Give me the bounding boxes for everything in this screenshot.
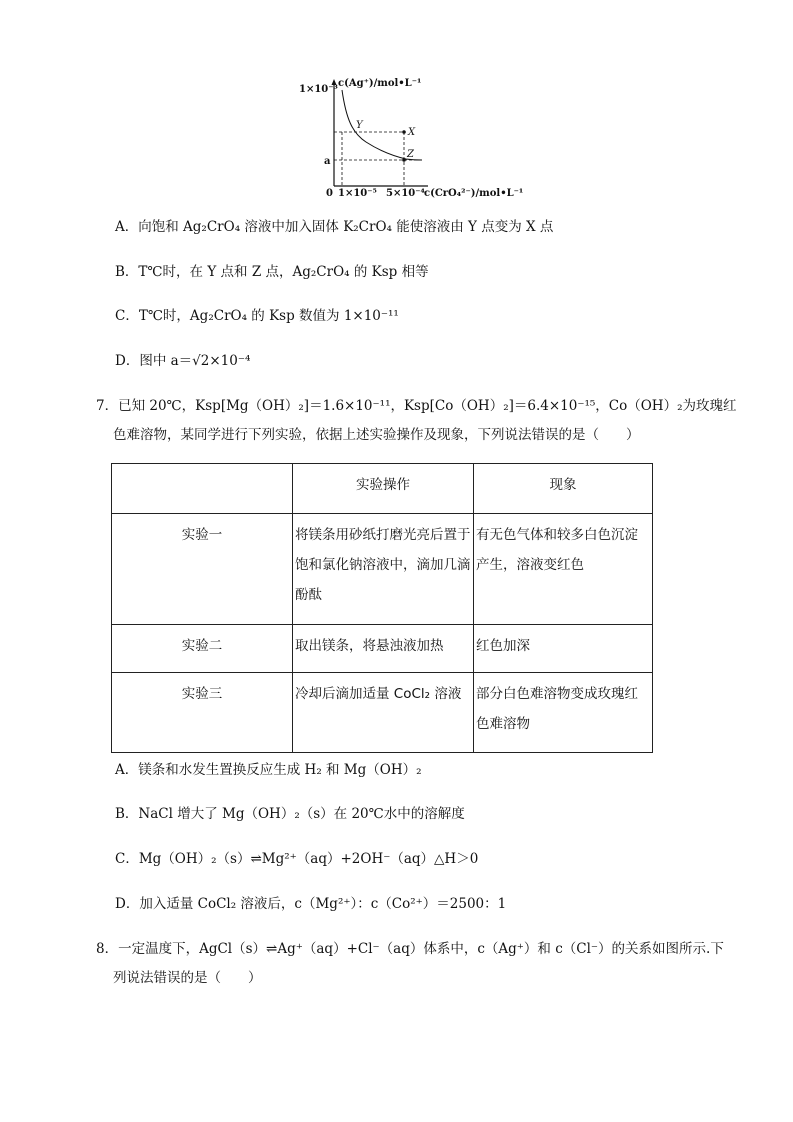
- q7-stem-line2: 色难溶物，某同学进行下列实验，依据上述实验操作及现象，下列说法错误的是（ ）: [113, 427, 640, 443]
- x2-label: 5×10⁻⁴: [386, 188, 425, 199]
- origin-label: 0: [326, 188, 333, 199]
- table-cell: 实验一: [112, 514, 293, 625]
- table-header-cell: [112, 464, 293, 514]
- table-cell: 实验三: [112, 673, 293, 753]
- table-row: [112, 673, 653, 753]
- y-top-label: 1×10⁻³: [299, 84, 338, 95]
- point-z-dot: [402, 158, 406, 162]
- q6-option-d: D．图中 a＝√2×10⁻⁴: [115, 353, 251, 369]
- table-row: [112, 514, 653, 625]
- table-cell: 取出镁条，将悬浊液加热: [293, 625, 474, 673]
- point-z-label: Z: [407, 149, 414, 160]
- y-axis-label: c(Ag⁺)/mol•L⁻¹: [338, 78, 422, 89]
- q7-option-d: D．加入适量 CoCl₂ 溶液后，c（Mg²⁺）：c（Co²⁺）＝2500：1: [115, 896, 507, 912]
- q7-option-a: A．镁条和水发生置换反应生成 H₂ 和 Mg（OH）₂: [115, 762, 422, 778]
- q6-option-a: A．向饱和 Ag₂CrO₄ 溶液中加入固体 K₂CrO₄ 能使溶液由 Y 点变为 X 点: [115, 219, 554, 235]
- x1-label: 1×10⁻⁵: [338, 188, 377, 199]
- table-header-cell: 实验操作: [293, 464, 474, 514]
- table-cell: 实验二: [112, 625, 293, 673]
- q7-option-c: C．Mg（OH）₂（s）⇌Mg²⁺（aq）+2OH⁻（aq）△H＞0: [115, 851, 479, 867]
- table-cell: 将镁条用砂纸打磨光亮后置于饱和氯化钠溶液中，滴加几滴酚酞: [293, 514, 474, 625]
- experiment-table: [111, 463, 653, 753]
- q7-stem-line1: 7．已知 20℃，Ksp[Mg（OH）₂]＝1.6×10⁻¹¹，Ksp[Co（OH）₂]＝6.4×10⁻¹⁵，Co（OH）₂为玫瑰红: [96, 398, 737, 414]
- point-y-label: Y: [356, 120, 363, 131]
- table-cell: 有无色气体和较多白色沉淀产生，溶液变红色: [474, 514, 653, 625]
- table-cell: 冷却后滴加适量 CoCl₂ 溶液: [293, 673, 474, 753]
- point-x-label: X: [408, 127, 416, 138]
- table-cell: 红色加深: [474, 625, 653, 673]
- q7-option-b: B．NaCl 增大了 Mg（OH）₂（s）在 20℃水中的溶解度: [115, 806, 465, 822]
- q8-stem-line2: 列说法错误的是（ ）: [113, 970, 262, 986]
- table-cell: 部分白色难溶物变成玫瑰红色难溶物: [474, 673, 653, 753]
- y-a-label: a: [324, 156, 331, 167]
- x-axis-label: c(CrO₄²⁻)/mol•L⁻¹: [424, 188, 524, 199]
- q8-stem-line1: 8．一定温度下，AgCl（s）⇌Ag⁺（aq）+Cl⁻（aq）体系中，c（Ag⁺）和 c（Cl⁻）的关系如图所示.下: [96, 941, 724, 957]
- solubility-graph: [299, 78, 528, 199]
- table-header-row: [112, 464, 653, 514]
- table-header-cell: 现象: [474, 464, 653, 514]
- table-row: [112, 625, 653, 673]
- q6-option-c: C．T℃时，Ag₂CrO₄ 的 Ksp 数值为 1×10⁻¹¹: [115, 308, 399, 324]
- q6-option-b: B．T℃时，在 Y 点和 Z 点，Ag₂CrO₄ 的 Ksp 相等: [115, 264, 429, 280]
- point-x-dot: [402, 130, 406, 134]
